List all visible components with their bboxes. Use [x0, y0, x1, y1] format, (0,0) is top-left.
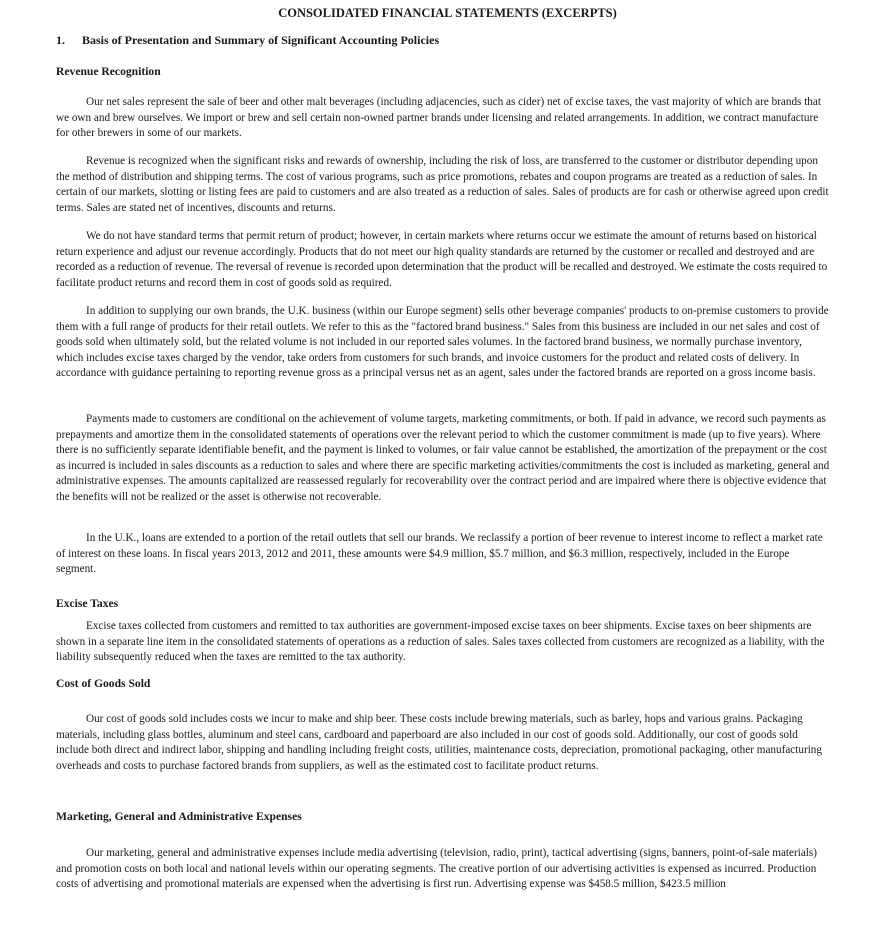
section-number: 1.: [56, 33, 65, 47]
paragraph-text: Excise taxes collected from customers and remitted to tax authorities are government-imposed excise taxes on beer shipments. Excise taxes on beer shipments are shown in a separate line item in the consolidated statements of operations as a reduction of sales. Sales taxes collected from customers are recognized as a liability, with the liability subsequently reduced when the taxes are remitted to the tax authority.: [56, 620, 825, 664]
paragraph-factored-brands: [56, 304, 830, 382]
mga-expenses-heading: Marketing, General and Administrative Expenses: [56, 810, 302, 823]
paragraph-text: In addition to supplying our own brands, the U.K. business (within our Europe segment) sells other beverage companies' products to on-premise customers to provide them with a full range of products for their retail outlets. We refer to this as the "factored brand business." Sales from this business are included in our net sales and cost of goods sold when ultimately sold, but the related volume is not included in our reported sales volumes. In the factored brand business, we normally purchase inventory, which includes excise taxes charged by the vendor, take orders from customers for such brands, and invoice customers for the product and related costs of delivery. In accordance with guidance pertaining to reporting revenue gross as a principal versus net as an agent, sales under the factored brands are reported on a gross income basis.: [56, 305, 829, 380]
paragraph-net-sales: [56, 95, 830, 142]
paragraph-text: Our net sales represent the sale of beer and other malt beverages (including adjacencies, such as cider) net of excise taxes, the vast majority of which are brands that we own and brew ourselves. We import or brew and sell certain non-owned partner brands under licensing and related arrangements. In addition, we contract manufacture for other brewers in some of our markets.: [56, 96, 821, 140]
paragraph-returns: [56, 229, 830, 291]
paragraph-text: In the U.K., loans are extended to a portion of the retail outlets that sell our brands. We reclassify a portion of beer revenue to interest income to reflect a market rate of interest on these loans. In fiscal years 2013, 2012 and 2011, these amounts were $4.9 million, $5.7 million, and $6.3 million, respectively, included in the Europe segment.: [56, 532, 823, 576]
cost-of-goods-sold-heading: Cost of Goods Sold: [56, 677, 151, 690]
excise-taxes-heading: Excise Taxes: [56, 597, 119, 610]
section-heading: [56, 33, 439, 49]
paragraph-cost-of-goods-sold: [56, 712, 830, 774]
paragraph-text: We do not have standard terms that permit return of product; however, in certain markets where returns occur we estimate the amount of returns based on historical return experience and adjust our revenue accordingly. Products that do not meet our high quality standards are returned by the customer or recalled and destroyed and are recorded as a reduction of revenue. The reversal of revenue is recorded upon determination that the product will be recalled and destroyed. We estimate the costs required to facilitate product returns and record them in cost of goods sold as required.: [56, 230, 828, 289]
paragraph-customer-payments: [56, 412, 830, 506]
paragraph-text: Our marketing, general and administrative expenses include media advertising (television, radio, print), tactical advertising (signs, banners, point-of-sale materials) and promotion costs on both local and national levels within our operating segments. The creative portion of our advertising activities is expensed as incurred. Production costs of advertising and promotional materials are expensed when the advertising is first run. Advertising expense was $458.5 million, $423.5 million: [56, 847, 817, 891]
section-title: Basis of Presentation and Summary of Significant Accounting Policies: [82, 33, 440, 47]
paragraph-text: Our cost of goods sold includes costs we incur to make and ship beer. These costs include brewing materials, such as barley, hops and various grains. Packaging materials, including glass bottles, aluminum and steel cans, cardboard and paperboard are also included in our cost of goods sold. Additionally, our cost of goods sold include both direct and indirect labor, shipping and handling including freight costs, utilities, maintenance costs, depreciation, promotional packaging, other manufacturing overheads and costs to purchase factored brands from suppliers, as well as the estimated cost to facilitate product returns.: [56, 713, 822, 772]
paragraph-text: Revenue is recognized when the significant risks and rewards of ownership, including the risk of loss, are transferred to the customer or distributor depending upon the method of distribution and shipping terms. The cost of various programs, such as price promotions, rebates and coupon programs are treated as a reduction of sales. In certain of our markets, slotting or listing fees are paid to customers and are also treated as a reduction of sales. Sales of products are for cash or otherwise agreed upon credit terms. Sales are stated net of incentives, discounts and returns.: [56, 155, 829, 214]
paragraph-revenue-recognized: [56, 154, 830, 216]
paragraph-mga-expenses: [56, 846, 830, 893]
paragraph-excise-taxes: [56, 619, 830, 666]
revenue-recognition-heading: Revenue Recognition: [56, 65, 161, 78]
paragraph-text: Payments made to customers are conditional on the achievement of volume targets, marketing commitments, or both. If paid in advance, we record such payments as prepayments and amortize them in the consolidated statements of operations over the relevant period to which the customer commitment is made (up to five years). Where there is no sufficiently separate identifiable benefit, and the payment is linked to volumes, or fair value cannot be established, the amortization of the prepayment or the cost as incurred is included in sales discounts as a reduction to sales and where there are specific marketing activities/commitments the cost is included as marketing, general and administrative expenses. The amounts capitalized are reassessed regularly for recoverability over the contract period and are impaired where there is objective evidence that the benefits will not be realized or the asset is otherwise not recoverable.: [56, 413, 830, 503]
paragraph-uk-loans: [56, 531, 830, 578]
document-title: CONSOLIDATED FINANCIAL STATEMENTS (EXCERPTS): [278, 6, 617, 20]
